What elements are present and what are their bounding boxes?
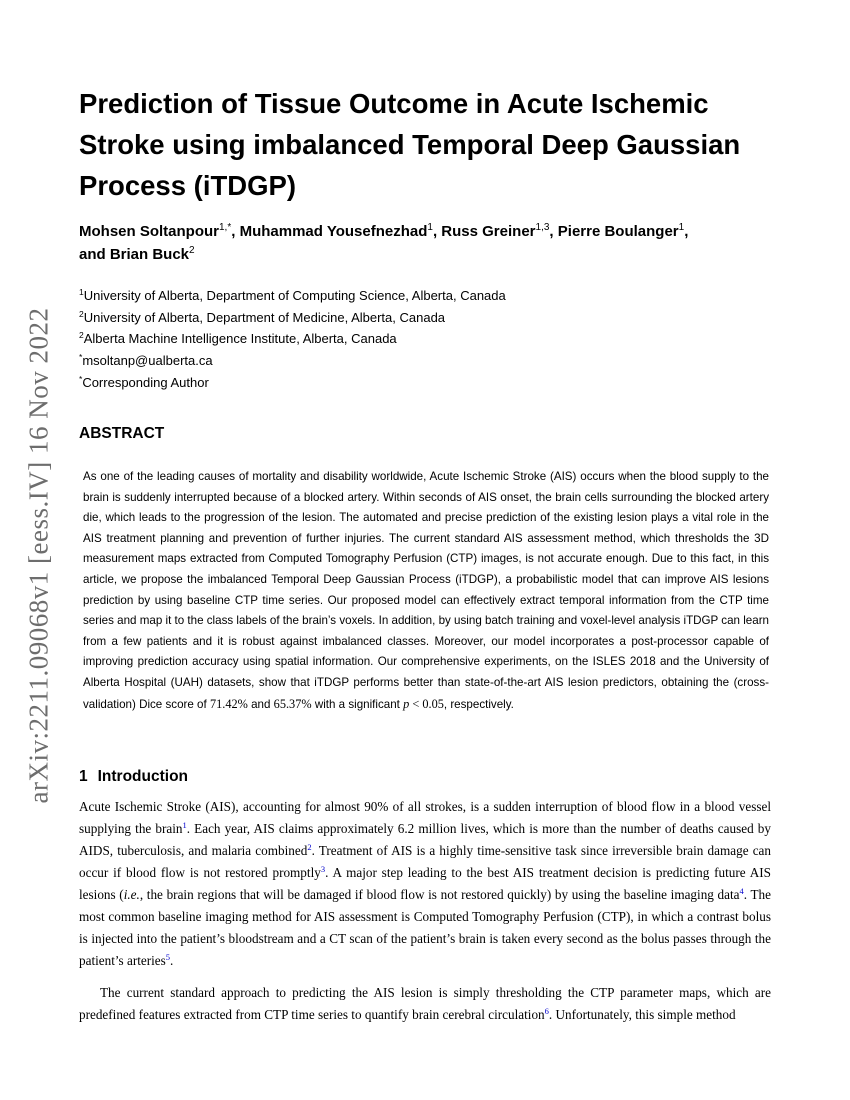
author: Pierre Boulanger$^1$, <box>557 222 689 240</box>
arxiv-identifier: arXiv:2211.09068v1 [eess.IV] 16 Nov 2022 <box>23 307 54 803</box>
citation-link[interactable]: 5 <box>165 952 171 962</box>
paper-title: Prediction of Tissue Outcome in Acute Ischemic Stroke using imbalanced Temporal Deep Gaussian Process (iTDGP) <box>79 88 741 201</box>
affiliation: $^2$Alberta Machine Intelligence Institute, Alberta, Canada <box>79 330 397 347</box>
affiliation: $^2$University of Alberta, Department of Medicine, Alberta, Canada <box>79 308 446 325</box>
p-value-threshold: < 0.05 <box>409 696 444 711</box>
introduction-body <box>79 796 771 1026</box>
emphasis: i.e. <box>123 887 140 902</box>
author-list <box>79 220 779 266</box>
paragraph: Acute Ischemic Stroke (AIS), accounting for almost 90% of all strokes, is a sudden interruption of blood flow in a blood vessel supplying the brain$^1$. Each year, AIS claims approximately 6.2 million lives, which is more than the number of deaths caused by AIDS, tuberculosis, and malaria combined$^2$. Treatment of AIS is a highly time-sensitive task since irreversible brain damage can occur if blood flow is not restored promptly$^3$. A major step leading to the best AIS treatment decision is predicting future AIS lesions (i.e., the brain regions that will be damaged if blood flow is not restored quickly) by using the baseline imaging data$^4$. The most common baseline imaging method for AIS assessment is Computed Tomography Perfusion (CTP), in which a contrast bolus is injected into the patient’s bloodstream and a CT scan of the patient’s brain is taken every second as the bolus passes through the patient’s arteries$^5$. <box>79 799 771 968</box>
author: Russ Greiner$^{1,3}$, <box>441 222 558 240</box>
section-number: 1 <box>79 768 88 785</box>
dice-score-isles: 71.42% <box>209 696 248 711</box>
p-value-symbol: p <box>403 696 410 711</box>
author-superscript: 1 <box>678 222 685 233</box>
corresponding-author-note: *Corresponding Author <box>79 373 209 390</box>
arxiv-sidebar <box>24 290 54 820</box>
affiliation-superscript: * <box>79 373 83 384</box>
affiliation: $^1$University of Alberta, Department of Computing Science, Alberta, Canada <box>79 287 506 303</box>
affiliation-superscript: * <box>79 352 83 363</box>
citation-link[interactable]: 3 <box>320 864 326 874</box>
citation-link[interactable]: 2 <box>307 842 312 852</box>
author: and Brian Buck$^2$ <box>79 245 195 263</box>
section-heading-introduction <box>79 766 188 788</box>
author-superscript: 2 <box>189 245 195 256</box>
author-superscript: 1,* <box>219 222 232 233</box>
affiliation-superscript: 2 <box>79 308 84 319</box>
author: Muhammad Yousefnezhad$^1$, <box>239 222 442 240</box>
citation-link[interactable]: 4 <box>739 886 744 896</box>
contact-email[interactable]: *msoltanp@ualberta.ca <box>79 352 213 369</box>
abstract-text: As one of the leading causes of mortality and disability worldwide, Acute Ischemic Stroke (AIS) occurs when the blood supply to the brain is suddenly interrupted because of a blocked artery. Within seconds of AIS onset, the brain cells surrounding the blocked artery die, which leads to the progression of the lesion. The automated and precise prediction of the existing lesion plays a vital role in the AIS treatment planning and prevention of further injuries. The current standard AIS assessment method, which thresholds the 3D measurement maps extracted from Computed Tomography Perfusion (CTP) images, is not accurate enough. Due to this fact, in this article, we propose the imbalanced Temporal Deep Gaussian Process (iTDGP), a probabilistic model that can improve AIS lesions prediction by using baseline CTP time series. Our proposed model can effectively extract temporal information from the CTP time series and map it to the class labels of the brain’s voxels. In addition, by using batch training and voxel-level analysis iTDGP can learn from a few patients and it is robust against imbalanced classes. Moreover, our model incorporates a post-processor capable of improving prediction accuracy using spatial information. Our comprehensive experiments, on the ISLES 2018 and the University of Alberta Hospital (UAH) datasets, show that iTDGP performs better than state-of-the-art AIS lesion predictors, obtaining the (cross-validation) Dice score of 71.42% and 65.37% with a significant p < 0.05, respectively. <box>83 470 769 711</box>
author: Mohsen Soltanpour$^{1,*}$, <box>79 222 240 240</box>
author-superscript: 1,3 <box>535 222 550 233</box>
affiliation-superscript: 1 <box>79 287 84 297</box>
affiliation-superscript: 2 <box>79 330 84 341</box>
affiliation-list <box>79 285 779 393</box>
paragraph: The current standard approach to predicting the AIS lesion is simply thresholding the CTP parameter maps, which are predefined features extracted from CTP time series to quantify brain cerebral circulation$^6$. Unfortunately, this simple method <box>79 985 771 1022</box>
dice-score-uah: 65.37% <box>273 696 312 711</box>
citation-link[interactable]: 6 <box>544 1006 549 1016</box>
citation-link[interactable]: 1 <box>182 820 187 830</box>
author-superscript: 1 <box>427 222 433 233</box>
section-title: Introduction <box>97 768 189 785</box>
abstract-heading: ABSTRACT <box>79 425 165 442</box>
